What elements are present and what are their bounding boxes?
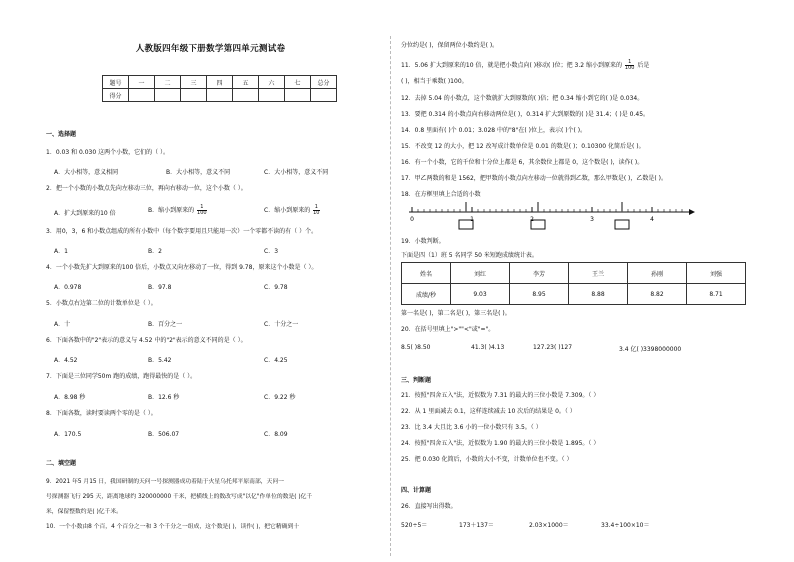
fraction: [197, 205, 207, 216]
question-text: 21．按照"四舍五入"法，近似数为 7.31 的最大的三位小数是 7.309。（ ）: [401, 392, 600, 399]
fraction-numerator: 1: [314, 204, 318, 210]
question-text: 2．把一个小数的小数点先向左移动三位，再向右移动一位，这个小数（ ）。: [46, 185, 247, 192]
table-cell: 姓名: [402, 263, 451, 284]
answer-option[interactable]: C．大小相等，意义不同: [264, 169, 329, 176]
option-label: C．缩小到原来的: [264, 207, 311, 214]
score-entry[interactable]: [259, 89, 285, 102]
answer-option[interactable]: A．8.98 秒: [54, 394, 86, 401]
question-text: 7．下面是三位同学50m 跑的成绩，跑得最快的是（ ）。: [46, 373, 197, 380]
question-part: 11．5.06 扩大到原来的10 倍，就是把小数点向( )移动( )位；把 3.2 缩小到原来的: [401, 62, 622, 69]
number-line-arrow: [689, 209, 695, 215]
question-text: 13．要把 0.314 的小数点向右移动两位是( )，0.314 扩大到原数的( )是 31.4；( )是 0.45。: [401, 111, 650, 118]
compare-item[interactable]: 41.3( )4.13: [471, 344, 505, 351]
question-text: 24．按照"四舍五入"法，近似数为 1.90 的最大的三位小数是 1.895。（ ）: [401, 440, 600, 447]
answer-option[interactable]: A．1: [54, 248, 68, 255]
question-text: 3．用0，3，6 和小数点组成的所有小数中（每个数字要用且只能用一次）一个零都不读的有（ ）个。: [46, 228, 318, 235]
score-row-label: 得分: [103, 89, 129, 102]
table-cell: 刘红: [451, 263, 510, 284]
score-entry[interactable]: [181, 89, 207, 102]
calc-item[interactable]: 33.4÷100×10＝: [601, 522, 650, 529]
section-heading: 一、选择题: [46, 131, 77, 138]
table-cell: 李芳: [510, 263, 569, 284]
table-cell: 9.03: [451, 284, 510, 305]
table-row: [402, 284, 746, 305]
answer-option[interactable]: A．大小相等，意义相同: [54, 169, 119, 176]
score-data-table: [401, 262, 746, 305]
score-cell: 题号: [103, 76, 129, 89]
question-text: 26．直接写出得数。: [401, 503, 457, 510]
fraction: [625, 60, 635, 71]
score-entry[interactable]: [155, 89, 181, 102]
question-text: 4．一个小数先扩大到原来的100 倍后，小数点又向左移动了一位，得到 9.78，原来这个小数是（ ）。: [46, 264, 318, 271]
section-heading: 四、计算题: [401, 487, 432, 494]
answer-option[interactable]: C．4.25: [264, 357, 288, 364]
score-cell: 总分: [311, 76, 337, 89]
answer-option[interactable]: A．0.978: [54, 284, 82, 291]
table-cell: 8.71: [687, 284, 746, 305]
score-cell: 三: [181, 76, 207, 89]
answer-option[interactable]: B．12.6 秒: [148, 394, 180, 401]
table-cell: 8.88: [569, 284, 628, 305]
question-text: 分位约是( )，保留两位小数约是( )。: [401, 42, 499, 49]
table-cell: 成绩/秒: [402, 284, 451, 305]
fraction-denominator: 10: [313, 210, 320, 216]
score-entry[interactable]: [233, 89, 259, 102]
question-text: [401, 60, 649, 71]
question-text: 14．0.8 里面有( )个 0.01；3.028 中的"8"在( )位上，表示( )个( )。: [401, 127, 587, 134]
question-text: 12．去掉 5.04 的小数点，这个数就扩大到原数的( )倍；把 0.34 缩小到它的( )是 0.034。: [401, 95, 644, 102]
question-text: 号探测器飞行 295 天，距离地球约 320000000 千米，把横线上的数改写成"以亿"作单位的数是( )亿千: [46, 494, 313, 500]
question-text: 19．小数判断。: [401, 238, 445, 245]
question-text: 20．在括号里填上">""<"或"="。: [401, 326, 495, 333]
question-text: 6．下面各数中的"2"表示的意义与 4.52 中的"2"表示的意义不同的是（ ）。: [46, 337, 247, 344]
table-cell: 刘强: [687, 263, 746, 284]
column-divider: [390, 36, 391, 556]
section-heading: 二、填空题: [46, 460, 77, 467]
answer-option[interactable]: B．大小相等，意义不同: [166, 169, 231, 176]
question-text: 9．2021 年5 月15 日，我国研制的天问一号探测器成功着陆于火星乌托邦平原南部，天问一: [46, 479, 284, 485]
table-cell: 8.82: [628, 284, 687, 305]
compare-item[interactable]: 8.5( )8.50: [401, 344, 431, 351]
score-cell: 六: [259, 76, 285, 89]
question-text: 23．比 3.4 大且比 3.6 小的一位小数只有 3.5。（ ）: [401, 424, 542, 431]
score-cell: 一: [129, 76, 155, 89]
answer-option[interactable]: [264, 205, 321, 216]
score-table: [102, 75, 337, 102]
question-text: 米，保留整数约是( )亿千米。: [46, 509, 122, 515]
table-header-row: [402, 263, 746, 284]
question-text: 15．不改变 12 的大小，把 12 改写成计数单位是 0.01 的数是( )；0.10300 化简后是( )。: [401, 143, 645, 150]
question-text: 5．小数点右边第二位的计数单位是（ ）。: [46, 300, 157, 307]
fraction-numerator: 1: [625, 60, 635, 66]
score-cell: 七: [285, 76, 311, 89]
answer-option[interactable]: C．9.78: [264, 284, 288, 291]
compare-item[interactable]: 127.23( )127: [533, 344, 573, 351]
question-text: 下面是四（1）班 5 名同学 50 米短跑成绩统计表。: [401, 252, 538, 259]
answer-option[interactable]: C．9.22 秒: [264, 394, 296, 401]
calc-item[interactable]: 520÷5＝: [401, 522, 428, 529]
answer-option[interactable]: A．170.5: [54, 431, 82, 438]
answer-option[interactable]: [148, 205, 208, 216]
score-cell: 二: [155, 76, 181, 89]
answer-option[interactable]: B．2: [148, 248, 162, 255]
question-text: 第一名是( )，第二名是( )，第三名是( )。: [401, 310, 511, 317]
answer-option[interactable]: B．506.07: [148, 431, 180, 438]
question-text: 8．下面各数，读时要读两个零的是（ ）。: [46, 410, 157, 417]
score-entry[interactable]: [207, 89, 233, 102]
answer-option[interactable]: A．扩大到原来的10 倍: [54, 210, 116, 217]
score-entry[interactable]: [129, 89, 155, 102]
fraction-denominator: 100: [197, 210, 207, 216]
question-text: 25．把 0.030 化简后，小数的大小不变，计数单位也不变。（ ）: [401, 456, 573, 463]
number-line-ticks: [412, 207, 682, 212]
compare-item[interactable]: 3.4 亿( )3398000000: [619, 346, 682, 353]
answer-option[interactable]: B．百分之一: [148, 321, 183, 328]
table-cell: 孙刚: [628, 263, 687, 284]
score-cell: 四: [207, 76, 233, 89]
fraction-denominator: 100: [624, 65, 635, 71]
score-value-row: [103, 89, 337, 102]
question-text: ( )，相当于乘数( )100。: [401, 78, 468, 85]
question-text: 1．0.03 和 0.030 这两个小数，它们的（ ）。: [46, 149, 169, 156]
calc-item[interactable]: 2.03×1000＝: [529, 522, 569, 529]
tick-label: 2: [530, 216, 534, 223]
number-line: [409, 200, 699, 236]
answer-markers: [459, 202, 629, 229]
answer-option[interactable]: C．十分之一: [264, 321, 299, 328]
score-cell: 五: [233, 76, 259, 89]
tick-label: 4: [650, 216, 654, 223]
page-title: 人教版四年级下册数学第四单元测试卷: [135, 44, 286, 54]
fraction-numerator: 1: [197, 205, 207, 211]
answer-option[interactable]: B．5.42: [148, 357, 172, 364]
section-heading: 三、判断题: [401, 377, 432, 384]
answer-option[interactable]: A．十: [54, 321, 71, 328]
score-entry[interactable]: [311, 89, 337, 102]
table-cell: 王兰: [569, 263, 628, 284]
question-text: 10．一个小数由8 个百，4 个百分之一和 3 个千分之一组成，这个数是( )，读作( )，把它精确到十: [46, 524, 300, 530]
answer-option[interactable]: A．4.52: [54, 357, 78, 364]
answer-box[interactable]: [615, 220, 629, 229]
question-text: 17．甲乙两数的和是 1562，把甲数的小数点向左移动一位就得到乙数，那么甲数是( )，乙数是( )。: [401, 175, 667, 182]
table-cell: 8.95: [510, 284, 569, 305]
question-text: 16．有一个小数，它的千位和十分位上都是 6，其余数位上都是 0，这个数是( )，读作( )。: [401, 159, 644, 166]
answer-option[interactable]: C．8.09: [264, 431, 288, 438]
score-header-row: [103, 76, 337, 89]
question-text: 22．从 1 里面减去 0.1，这样连续减去 10 次后的结果是 0。（ ）: [401, 408, 576, 415]
tick-label: 0: [410, 216, 414, 223]
answer-option[interactable]: B．97.8: [148, 284, 172, 291]
option-label: B．缩小到原来的: [148, 207, 195, 214]
tick-label: 3: [590, 216, 594, 223]
tick-label: 1: [470, 216, 474, 223]
calc-item[interactable]: 173＋137＝: [459, 522, 494, 529]
question-text: 18．在方框里填上合适的小数: [401, 191, 481, 198]
question-part: 后是: [637, 62, 650, 69]
fraction: [313, 205, 319, 216]
answer-option[interactable]: C．3: [264, 248, 279, 255]
score-entry[interactable]: [285, 89, 311, 102]
